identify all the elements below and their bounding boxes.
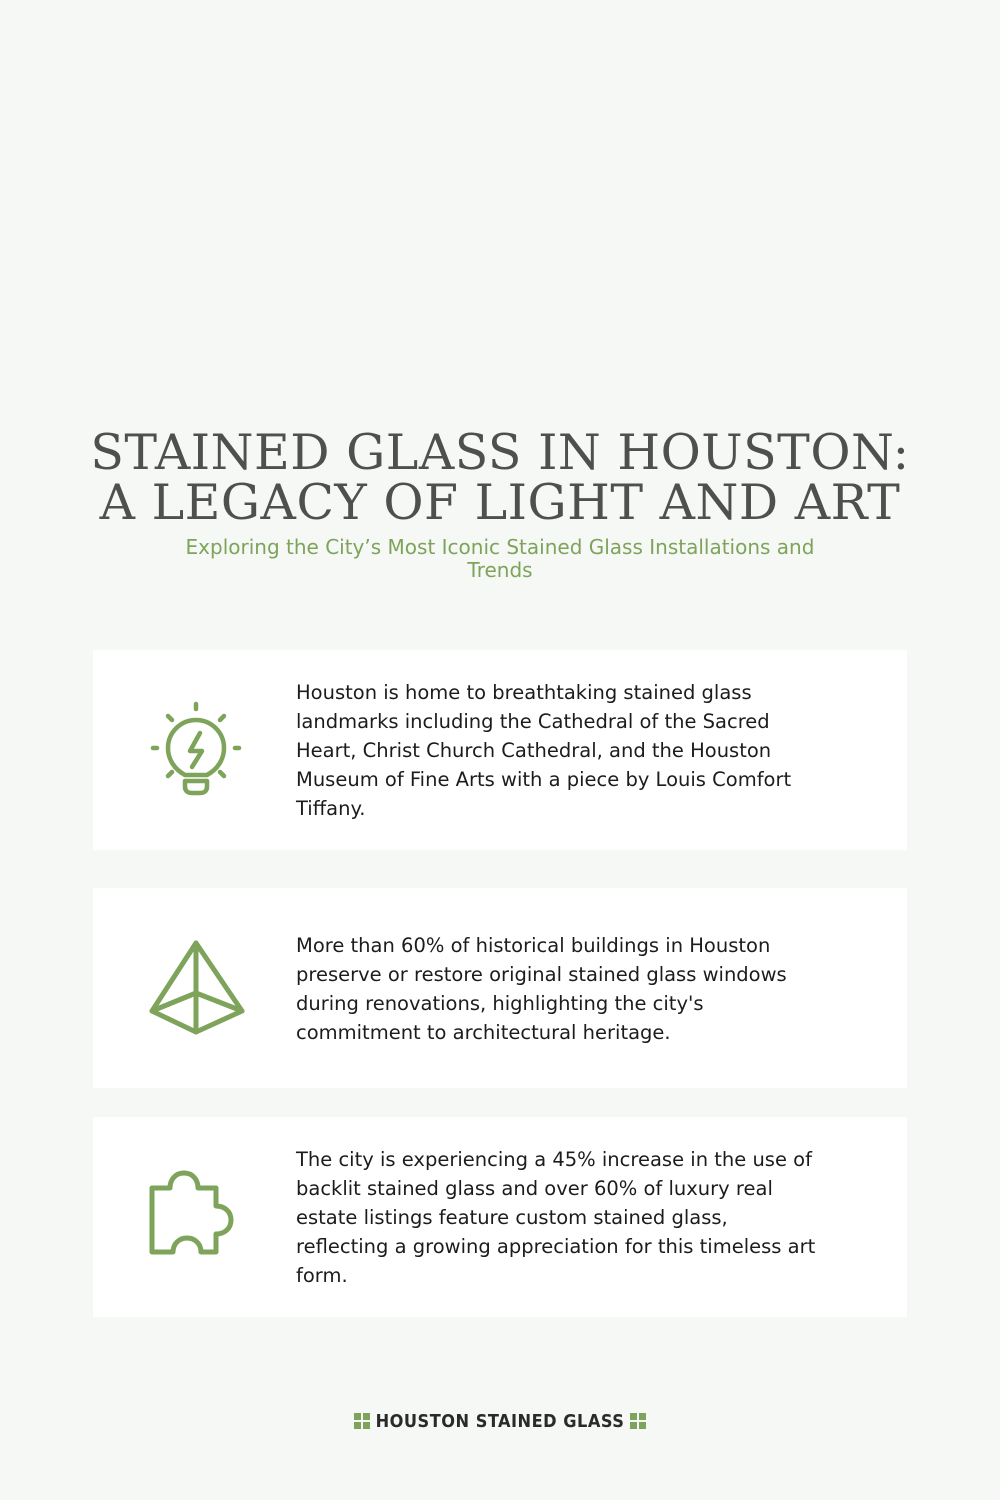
lightbulb-icon xyxy=(141,696,251,806)
brand-name: HOUSTON STAINED GLASS xyxy=(375,1410,625,1432)
brand-glass-icon xyxy=(354,1413,370,1429)
fact-text-trends: The city is experiencing a 45% increase in the use of backlit stained glass and over 60% of luxury real estate listings feature custom stained glass, reflecting a growing appreciation for this timeless art form. xyxy=(296,1148,816,1287)
fact-card-landmarks xyxy=(93,650,907,850)
fact-card-preservation xyxy=(93,888,907,1088)
page-subtitle: Exploring the City’s Most Iconic Stained Glass Installations and Trends xyxy=(185,535,815,582)
page-header xyxy=(0,424,1000,582)
puzzle-piece-icon xyxy=(141,1163,251,1273)
title-line-2: A LEGACY OF LIGHT AND ART xyxy=(99,474,901,531)
footer-brand xyxy=(0,1408,1000,1434)
fact-text-landmarks: Houston is home to breathtaking stained glass landmarks including the Cathedral of the Sacred Heart, Christ Church Cathedral, and the Houston Museum of Fine Arts with a piece by Louis Comfort Tiffany. xyxy=(296,681,792,820)
title-line-1: STAINED GLASS IN HOUSTON: xyxy=(90,424,910,481)
pyramid-icon xyxy=(141,934,251,1044)
brand-glass-icon xyxy=(630,1413,646,1429)
fact-card-trends xyxy=(93,1117,907,1317)
page-title xyxy=(0,424,1000,531)
fact-text-preservation: More than 60% of historical buildings in Houston preserve or restore original stained glass windows during renovations, highlighting the city's commitment to architectural heritage. xyxy=(296,934,787,1044)
